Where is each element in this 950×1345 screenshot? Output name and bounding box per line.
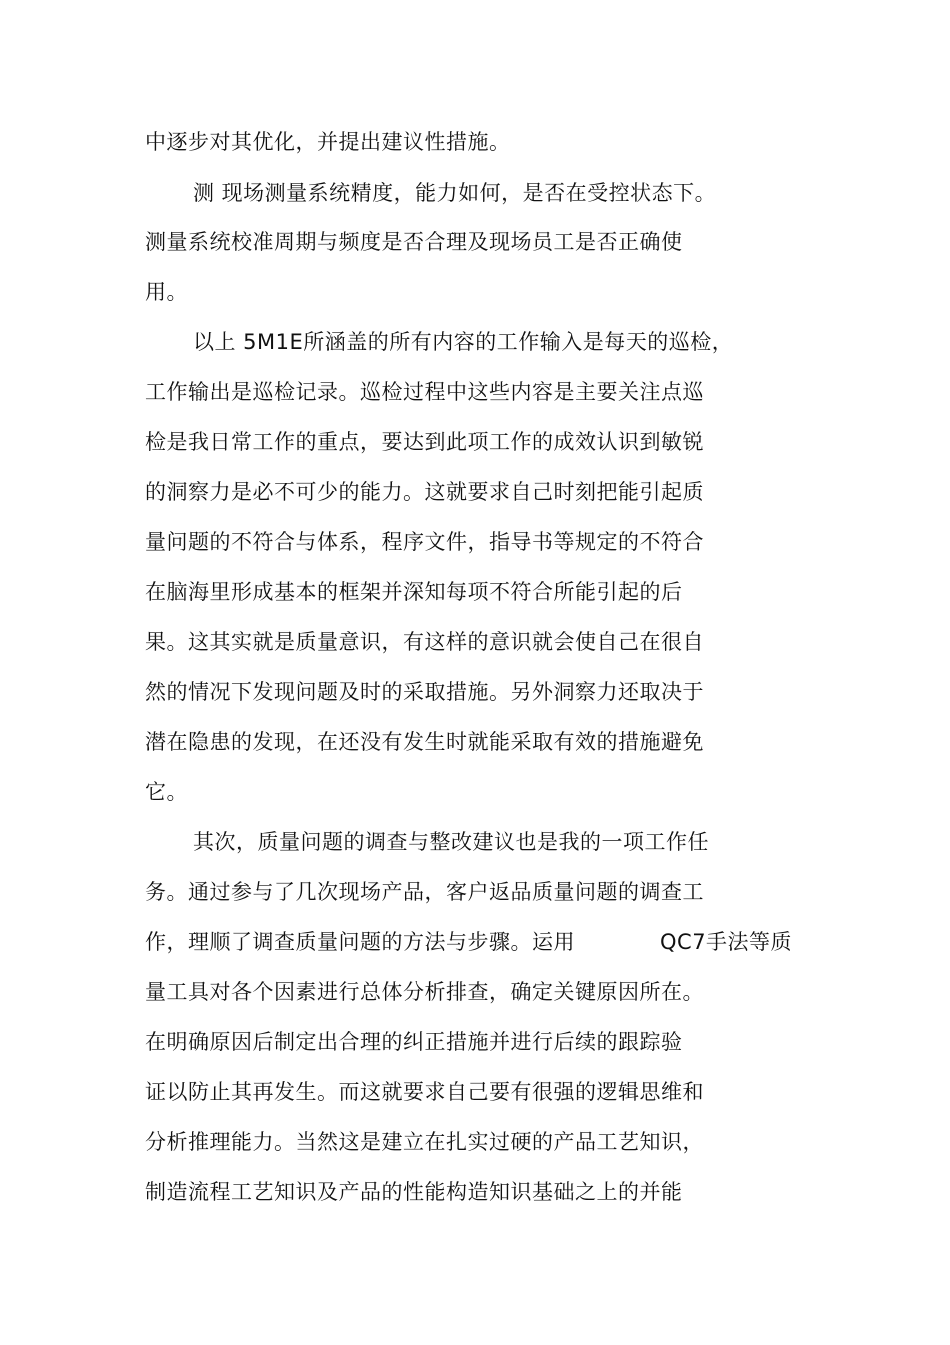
- text-line: 它。: [145, 780, 188, 804]
- text-line: 用。: [145, 280, 188, 304]
- text-line: 果。这其实就是质量意识，有这样的意识就会使自己在很自: [145, 630, 704, 654]
- text-line: 分析推理能力。当然这是建立在扎实过硬的产品工艺知识，: [145, 1130, 704, 1154]
- text-line: 中逐步对其优化，并提出建议性措施。: [145, 130, 511, 154]
- text-line: 以上 5M1E所涵盖的所有内容的工作输入是每天的巡检，: [193, 330, 734, 354]
- text-line: 量工具对各个因素进行总体分析排查，确定关键原因所在。: [145, 980, 704, 1004]
- text-line: 测 现场测量系统精度，能力如何，是否在受控状态下。: [193, 181, 717, 205]
- text-line: 在明确原因后制定出合理的纠正措施并进行后续的跟踪验: [145, 1030, 683, 1054]
- text-line: 作，理顺了调查质量问题的方法与步骤。运用: [145, 930, 575, 954]
- text-line: 然的情况下发现问题及时的采取措施。另外洞察力还取决于: [145, 680, 704, 704]
- text-line: 检是我日常工作的重点，要达到此项工作的成效认识到敏锐: [145, 430, 704, 454]
- text-line: 在脑海里形成基本的框架并深知每项不符合所能引起的后: [145, 580, 683, 604]
- text-line: 工作输出是巡检记录。巡检过程中这些内容是主要关注点巡: [145, 380, 704, 404]
- text-line: 潜在隐患的发现，在还没有发生时就能采取有效的措施避免: [145, 730, 704, 754]
- text-line: QC7手法等质: [660, 930, 793, 954]
- text-line: 其次，质量问题的调查与整改建议也是我的一项工作任: [193, 830, 709, 854]
- text-line: 量问题的不符合与体系，程序文件，指导书等规定的不符合: [145, 530, 704, 554]
- text-line: 证以防止其再发生。而这就要求自己要有很强的逻辑思维和: [145, 1080, 704, 1104]
- text-line: 制造流程工艺知识及产品的性能构造知识基础之上的并能: [145, 1180, 683, 1204]
- text-line: 的洞察力是必不可少的能力。这就要求自己时刻把能引起质: [145, 480, 704, 504]
- text-line: 测量系统校准周期与频度是否合理及现场员工是否正确使: [145, 230, 683, 254]
- text-line: 务。通过参与了几次现场产品，客户返品质量问题的调查工: [145, 880, 704, 904]
